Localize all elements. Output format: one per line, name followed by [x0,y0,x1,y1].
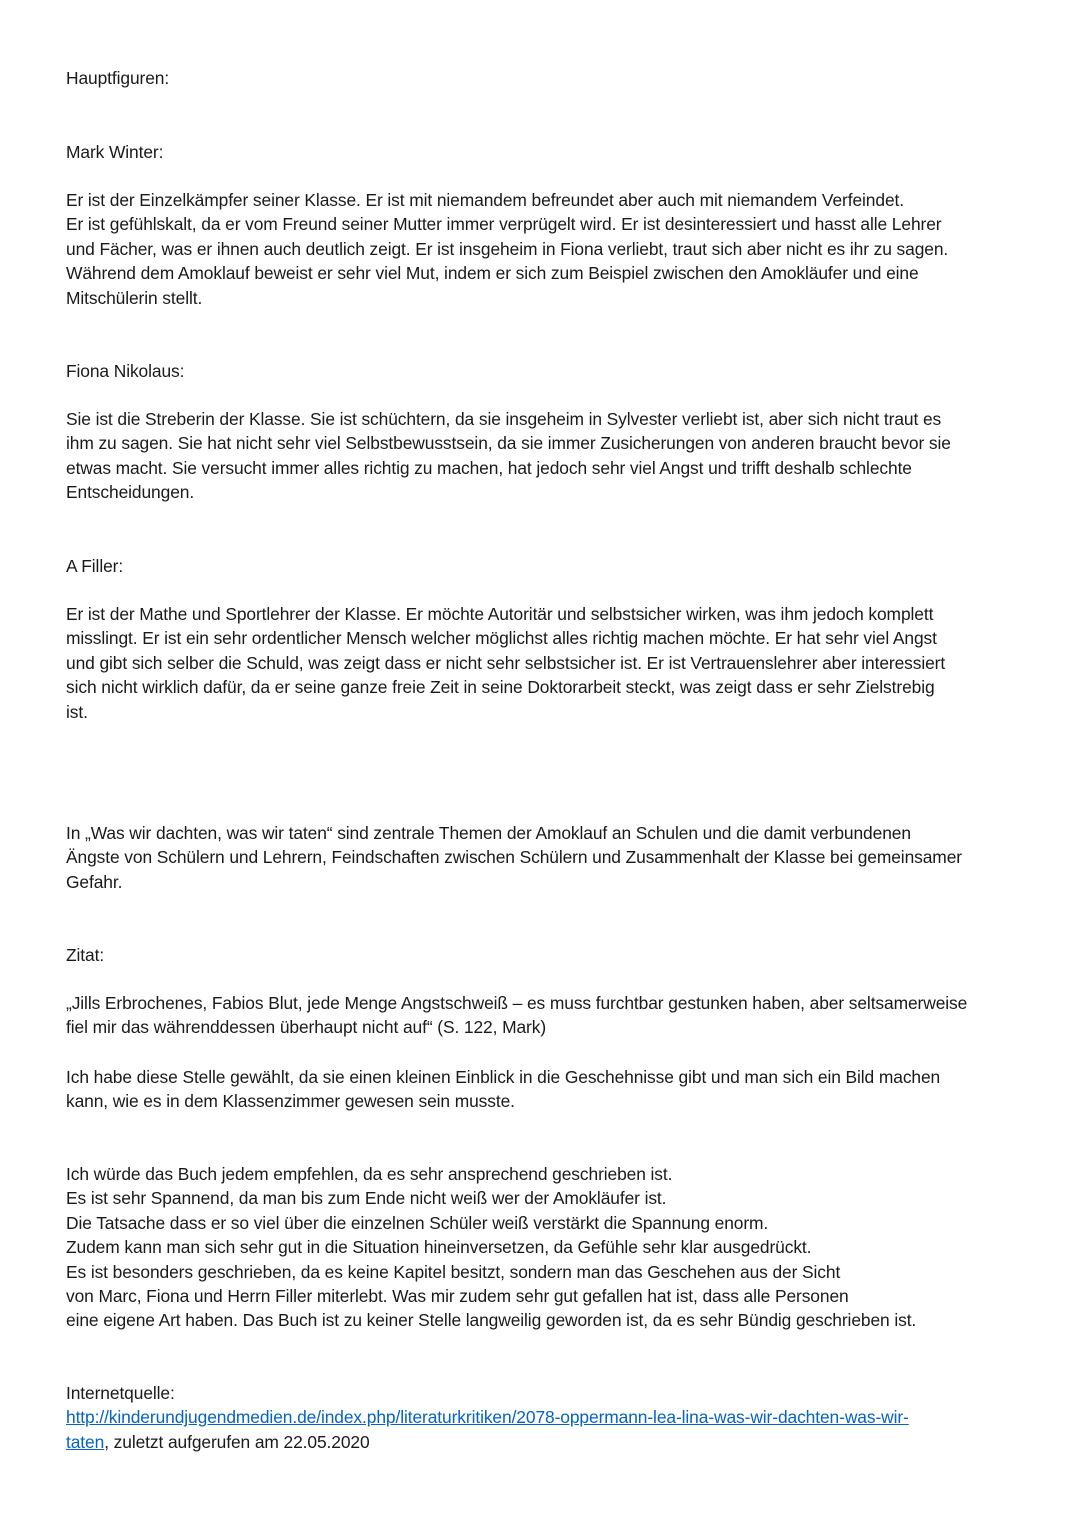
paragraph-line: Es ist sehr Spannend, da man bis zum Ende nicht weiß wer der Amokläufer ist. [66,1188,667,1209]
paragraph-line: Gefahr. [66,871,123,892]
paragraph-line: Entscheidungen. [66,482,195,503]
paragraph-line: Die Tatsache dass er so viel über die einzelnen Schüler weiß verstärkt die Spannung enorm. [66,1212,769,1233]
character-mark-name [66,140,1026,164]
paragraph-line: Er ist gefühlskalt, da er vom Freund seiner Mutter immer verprügelt wird. Er ist desinteressiert und hasst alle Lehrer [66,214,942,235]
character-mark-description [66,188,1026,310]
paragraph-line: ihm zu sagen. Sie hat nicht sehr viel Selbstbewusstsein, da sie immer Zusicherungen von anderen braucht bevor sie [66,433,951,454]
paragraph-line: Zudem kann man sich sehr gut in die Situation hineinversetzen, da Gefühle sehr klar ausgedrückt. [66,1237,812,1258]
paragraph-line: Mitschülerin stellt. [66,287,203,308]
character-name: Fiona Nikolaus: [66,361,185,381]
paragraph-line: Es ist besonders geschrieben, da es keine Kapitel besitzt, sondern man das Geschehen aus der Sicht [66,1261,841,1282]
paragraph-line: misslingt. Er ist ein sehr ordentlicher Mensch welcher möglichst alles richtig machen möchte. Er hat sehr viel Angst [66,628,937,649]
character-filler-description [66,602,1026,724]
main-heading-text: Hauptfiguren: [66,68,170,88]
main-heading [66,66,1026,90]
paragraph-line: Ich habe diese Stelle gewählt, da sie einen kleinen Einblick in die Geschehnisse gibt und man sich ein Bild machen [66,1067,941,1087]
source-link-continuation[interactable]: taten [66,1431,105,1452]
paragraph-line: von Marc, Fiona und Herrn Filler miterlebt. Was mir zudem sehr gut gefallen hat ist, dass alle Personen [66,1286,849,1307]
paragraph-line: Ängste von Schülern und Lehrern, Feindschaften zwischen Schülern und Zusammenhalt der Klasse bei gemeinsamer [66,847,962,868]
source-link[interactable]: http://kinderundjugendmedien.de/index.php/literaturkritiken/2078-oppermann-lea-lina-was-wir-dachten-was-wir- [66,1407,909,1428]
character-name: A Filler: [66,556,124,576]
themes-paragraph [66,821,1026,894]
source-label: Internetquelle: [66,1383,175,1403]
paragraph-line: sich nicht wirklich dafür, da er seine ganze freie Zeit in seine Doktorarbeit steckt, was zeigt dass er sehr Zielstrebig [66,677,935,698]
source-access-date: , zuletzt aufgerufen am 22.05.2020 [104,1431,370,1452]
quote-reason [66,1065,1026,1114]
paragraph-line: kann, wie es in dem Klassenzimmer gewesen sein musste. [66,1091,515,1112]
quote-text [66,991,1026,1040]
paragraph-line: In „Was wir dachten, was wir taten“ sind zentrale Themen der Amoklauf an Schulen und die damit verbundenen [66,823,911,843]
paragraph-line: eine eigene Art haben. Das Buch ist zu keiner Stelle langweilig geworden ist, da es sehr Bündig geschrieben ist. [66,1310,917,1331]
paragraph-line: Während dem Amoklauf beweist er sehr viel Mut, indem er sich zum Beispiel zwischen den Amokläufer und eine [66,263,919,284]
paragraph-line: ist. [66,701,88,722]
paragraph-line: und gibt sich selber die Schuld, was zeigt dass er nicht sehr selbstsicher ist. Er ist Vertrauenslehrer aber interessiert [66,652,946,673]
source-block [66,1381,1026,1454]
quote-line: „Jills Erbrochenes, Fabios Blut, jede Menge Angstschweiß – es muss furchtbar gestunken haben, aber seltsamerweise [66,993,968,1013]
quote-line: fiel mir das währenddessen überhaupt nicht auf“ (S. 122, Mark) [66,1017,547,1038]
paragraph-line: etwas macht. Sie versucht immer alles richtig zu machen, hat jedoch sehr viel Angst und trifft deshalb schlechte [66,457,912,478]
character-filler-name [66,554,1026,578]
recommendation-paragraph [66,1162,1026,1333]
character-fiona-name [66,359,1026,383]
quote-label-text: Zitat: [66,945,105,965]
character-fiona-description [66,407,1026,505]
paragraph-line: Er ist der Mathe und Sportlehrer der Klasse. Er möchte Autoritär und selbstsicher wirken, was ihm jedoch komplett [66,604,934,624]
paragraph-line: Er ist der Einzelkämpfer seiner Klasse. Er ist mit niemandem befreundet aber auch mit niemandem Verfeindet. [66,190,904,210]
paragraph-line: und Fächer, was er ihnen auch deutlich zeigt. Er ist insgeheim in Fiona verliebt, traut sich aber nicht es ihr zu sagen. [66,238,949,259]
character-name: Mark Winter: [66,142,164,162]
paragraph-line: Ich würde das Buch jedem empfehlen, da es sehr ansprechend geschrieben ist. [66,1164,673,1184]
quote-label [66,943,1026,967]
paragraph-line: Sie ist die Streberin der Klasse. Sie ist schüchtern, da sie insgeheim in Sylvester verliebt ist, aber sich nicht traut es [66,409,942,429]
